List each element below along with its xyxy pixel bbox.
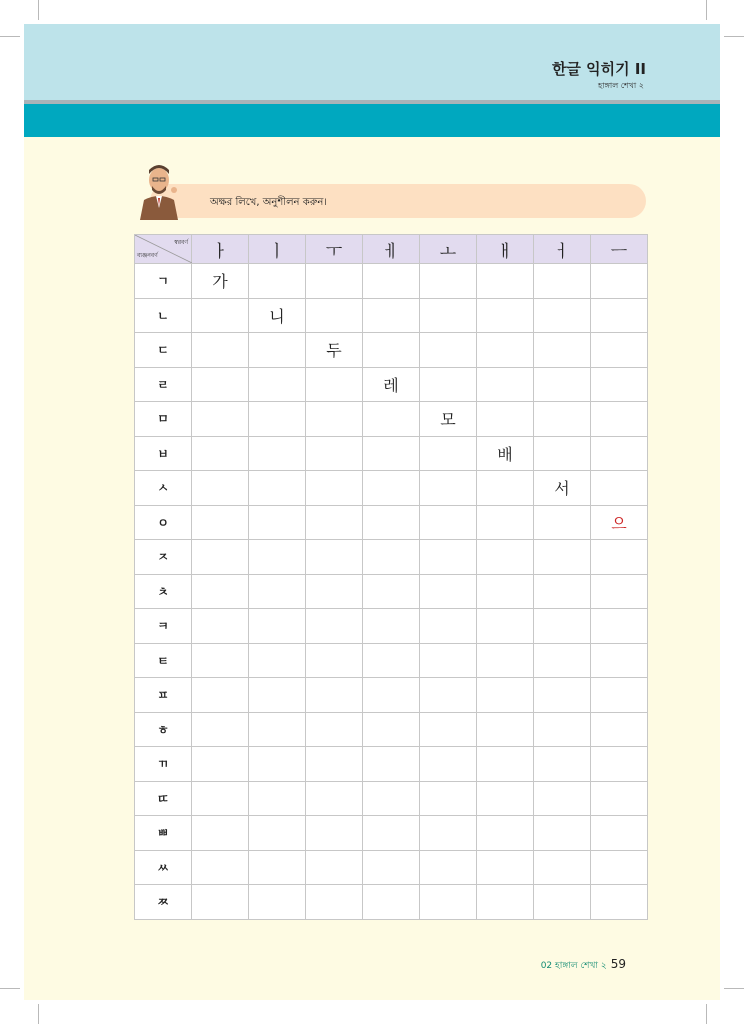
consonant-header: ㄴ (135, 298, 192, 333)
table-row (135, 402, 648, 437)
syllable-cell (192, 540, 249, 575)
syllable-cell (363, 436, 420, 471)
instruction-bar (150, 184, 646, 218)
syllable-cell: 레 (363, 367, 420, 402)
syllable-cell (306, 402, 363, 437)
syllable-cell (591, 643, 648, 678)
consonant-header: ㄹ (135, 367, 192, 402)
syllable-cell (420, 333, 477, 368)
vowel-header: ㅡ (591, 235, 648, 264)
crop-mark (706, 1004, 707, 1024)
consonant-axis-label: ব্যঞ্জনবর্ণ (137, 252, 158, 259)
syllable-cell (534, 298, 591, 333)
syllable-cell (534, 816, 591, 851)
syllable-cell (534, 643, 591, 678)
syllable-cell (477, 298, 534, 333)
table-row (135, 505, 648, 540)
syllable-cell (192, 298, 249, 333)
syllable-cell (420, 781, 477, 816)
syllable-cell (306, 712, 363, 747)
syllable-cell (192, 678, 249, 713)
table-row (135, 643, 648, 678)
table-row (135, 712, 648, 747)
syllable-cell (534, 436, 591, 471)
vowel-header: ㅗ (420, 235, 477, 264)
syllable-cell (306, 643, 363, 678)
syllable-cell (477, 885, 534, 920)
syllable-cell (420, 540, 477, 575)
syllable-cell (477, 609, 534, 644)
crop-mark (0, 988, 20, 989)
syllable-cell (249, 712, 306, 747)
consonant-header: ㅌ (135, 643, 192, 678)
syllable-cell (420, 264, 477, 299)
syllable-cell (591, 402, 648, 437)
syllable-cell (420, 367, 477, 402)
table-row (135, 574, 648, 609)
syllable-cell (477, 712, 534, 747)
table-row (135, 540, 648, 575)
syllable-cell (306, 609, 363, 644)
syllable-cell (363, 643, 420, 678)
syllable-cell (249, 609, 306, 644)
crop-mark (38, 0, 39, 20)
consonant-header: ㄷ (135, 333, 192, 368)
syllable-cell: 모 (420, 402, 477, 437)
syllable-cell (534, 609, 591, 644)
vowel-header-row (135, 235, 648, 264)
crop-mark (724, 36, 744, 37)
syllable-cell (534, 781, 591, 816)
syllable-cell (477, 367, 534, 402)
syllable-cell (192, 436, 249, 471)
page-title: 한글 익히기 II (551, 60, 646, 78)
syllable-cell (249, 505, 306, 540)
syllable-cell (363, 816, 420, 851)
syllable-cell: 으 (591, 505, 648, 540)
syllable-cell (249, 678, 306, 713)
syllable-cell (363, 781, 420, 816)
syllable-cell (534, 333, 591, 368)
syllable-cell (420, 747, 477, 782)
syllable-cell (192, 333, 249, 368)
syllable-cell (192, 402, 249, 437)
syllable-cell (306, 367, 363, 402)
consonant-header: ㅎ (135, 712, 192, 747)
vowel-axis-label: স্বরবর্ণ (174, 239, 188, 246)
vowel-header: ㅐ (477, 235, 534, 264)
syllable-cell (534, 574, 591, 609)
syllable-cell (306, 850, 363, 885)
table-row (135, 678, 648, 713)
syllable-cell (306, 298, 363, 333)
syllable-cell (363, 678, 420, 713)
syllable-cell (192, 747, 249, 782)
syllable-cell (363, 333, 420, 368)
consonant-header: ㅍ (135, 678, 192, 713)
syllable-cell (420, 712, 477, 747)
syllable-cell (591, 333, 648, 368)
table-row (135, 850, 648, 885)
syllable-cell (306, 781, 363, 816)
table-row (135, 885, 648, 920)
consonant-header: ㅈ (135, 540, 192, 575)
syllable-cell (306, 816, 363, 851)
syllable-cell (363, 850, 420, 885)
syllable-cell (249, 850, 306, 885)
syllable-cell (591, 471, 648, 506)
syllable-cell (591, 574, 648, 609)
syllable-cell (420, 643, 477, 678)
syllable-cell (477, 333, 534, 368)
syllable-cell (420, 816, 477, 851)
syllable-cell (591, 540, 648, 575)
syllable-cell (306, 436, 363, 471)
syllable-cell (477, 747, 534, 782)
syllable-cell (306, 264, 363, 299)
syllable-cell (363, 574, 420, 609)
syllable-cell (591, 298, 648, 333)
teacher-illustration-icon (136, 160, 182, 220)
syllable-cell (477, 505, 534, 540)
syllable-cell (591, 850, 648, 885)
table-row (135, 333, 648, 368)
vowel-header: ㅓ (534, 235, 591, 264)
syllable-cell (249, 747, 306, 782)
syllable-cell (249, 333, 306, 368)
syllable-cell (591, 816, 648, 851)
syllable-cell: 가 (192, 264, 249, 299)
syllable-cell (420, 471, 477, 506)
syllable-cell (363, 402, 420, 437)
syllable-cell (591, 367, 648, 402)
syllable-cell (192, 367, 249, 402)
syllable-cell (363, 505, 420, 540)
textbook-page (24, 24, 720, 1000)
syllable-cell (534, 712, 591, 747)
table-row (135, 781, 648, 816)
practice-table-body (135, 264, 648, 920)
table-row (135, 816, 648, 851)
syllable-cell (192, 850, 249, 885)
syllable-cell (534, 540, 591, 575)
syllable-cell (420, 436, 477, 471)
syllable-cell (363, 298, 420, 333)
table-row (135, 609, 648, 644)
consonant-header: ㅋ (135, 609, 192, 644)
syllable-cell (192, 885, 249, 920)
syllable-cell (534, 505, 591, 540)
syllable-cell (477, 264, 534, 299)
consonant-header: ㅅ (135, 471, 192, 506)
syllable-cell (249, 885, 306, 920)
table-row (135, 367, 648, 402)
consonant-header: ㅂ (135, 436, 192, 471)
consonant-header: ㄸ (135, 781, 192, 816)
syllable-cell (534, 747, 591, 782)
syllable-cell (249, 643, 306, 678)
header-teal-band (24, 104, 720, 137)
syllable-cell (306, 471, 363, 506)
syllable-cell (591, 747, 648, 782)
syllable-cell (591, 609, 648, 644)
table-row (135, 298, 648, 333)
crop-mark (0, 36, 20, 37)
syllable-cell (306, 574, 363, 609)
syllable-cell: 두 (306, 333, 363, 368)
syllable-cell (363, 471, 420, 506)
syllable-cell: 배 (477, 436, 534, 471)
syllable-cell: 니 (249, 298, 306, 333)
syllable-cell (534, 402, 591, 437)
vowel-header: ㅔ (363, 235, 420, 264)
syllable-cell (363, 712, 420, 747)
syllable-cell (420, 574, 477, 609)
syllable-cell (249, 471, 306, 506)
syllable-cell (306, 678, 363, 713)
syllable-cell (534, 367, 591, 402)
syllable-cell (477, 781, 534, 816)
syllable-cell (363, 609, 420, 644)
syllable-cell (192, 712, 249, 747)
corner-cell (135, 235, 192, 264)
crop-mark (706, 0, 707, 20)
syllable-cell (591, 264, 648, 299)
page-number: 59 (610, 957, 626, 971)
crop-mark (724, 988, 744, 989)
syllable-cell (192, 609, 249, 644)
consonant-header: ㅇ (135, 505, 192, 540)
table-row (135, 747, 648, 782)
table-row (135, 471, 648, 506)
page-footer (541, 957, 626, 973)
footer-chapter: 02 হাঙ্গাল শেখা ২ (540, 961, 607, 971)
syllable-cell: 서 (534, 471, 591, 506)
syllable-cell (249, 367, 306, 402)
practice-table (134, 234, 648, 920)
page-subtitle: হাঙ্গাল শেখা ২ (598, 81, 644, 90)
syllable-cell (192, 816, 249, 851)
syllable-cell (477, 402, 534, 437)
syllable-cell (249, 816, 306, 851)
syllable-cell (477, 574, 534, 609)
syllable-cell (477, 678, 534, 713)
syllable-cell (192, 574, 249, 609)
table-row (135, 436, 648, 471)
syllable-cell (306, 505, 363, 540)
syllable-cell (420, 885, 477, 920)
syllable-cell (363, 747, 420, 782)
syllable-cell (249, 540, 306, 575)
syllable-cell (591, 781, 648, 816)
syllable-cell (249, 574, 306, 609)
syllable-cell (420, 609, 477, 644)
syllable-cell (192, 781, 249, 816)
syllable-cell (534, 885, 591, 920)
syllable-cell (363, 264, 420, 299)
syllable-cell (363, 885, 420, 920)
syllable-cell (306, 885, 363, 920)
syllable-cell (420, 298, 477, 333)
vowel-header: ㅏ (192, 235, 249, 264)
consonant-header: ㅉ (135, 885, 192, 920)
consonant-header: ㅆ (135, 850, 192, 885)
consonant-header: ㄲ (135, 747, 192, 782)
syllable-cell (477, 643, 534, 678)
syllable-cell (306, 747, 363, 782)
syllable-cell (477, 816, 534, 851)
syllable-cell (249, 781, 306, 816)
syllable-cell (420, 850, 477, 885)
syllable-cell (534, 264, 591, 299)
crop-mark (38, 1004, 39, 1024)
syllable-cell (363, 540, 420, 575)
syllable-cell (249, 402, 306, 437)
consonant-header: ㅊ (135, 574, 192, 609)
syllable-cell (420, 505, 477, 540)
syllable-cell (477, 471, 534, 506)
syllable-cell (192, 471, 249, 506)
syllable-cell (591, 436, 648, 471)
syllable-cell (249, 264, 306, 299)
syllable-cell (591, 712, 648, 747)
syllable-cell (477, 540, 534, 575)
syllable-cell (534, 678, 591, 713)
syllable-cell (534, 850, 591, 885)
instruction-text: অক্ষর লিখে, অনুশীলন করুন। (210, 197, 327, 208)
consonant-header: ㅁ (135, 402, 192, 437)
syllable-cell (192, 643, 249, 678)
vowel-header: ㅣ (249, 235, 306, 264)
syllable-cell (306, 540, 363, 575)
vowel-header: ㅜ (306, 235, 363, 264)
syllable-cell (477, 850, 534, 885)
syllable-cell (192, 505, 249, 540)
syllable-cell (249, 436, 306, 471)
syllable-cell (420, 678, 477, 713)
syllable-cell (591, 885, 648, 920)
consonant-header: ㄱ (135, 264, 192, 299)
table-row (135, 264, 648, 299)
consonant-header: ㅃ (135, 816, 192, 851)
syllable-cell (591, 678, 648, 713)
